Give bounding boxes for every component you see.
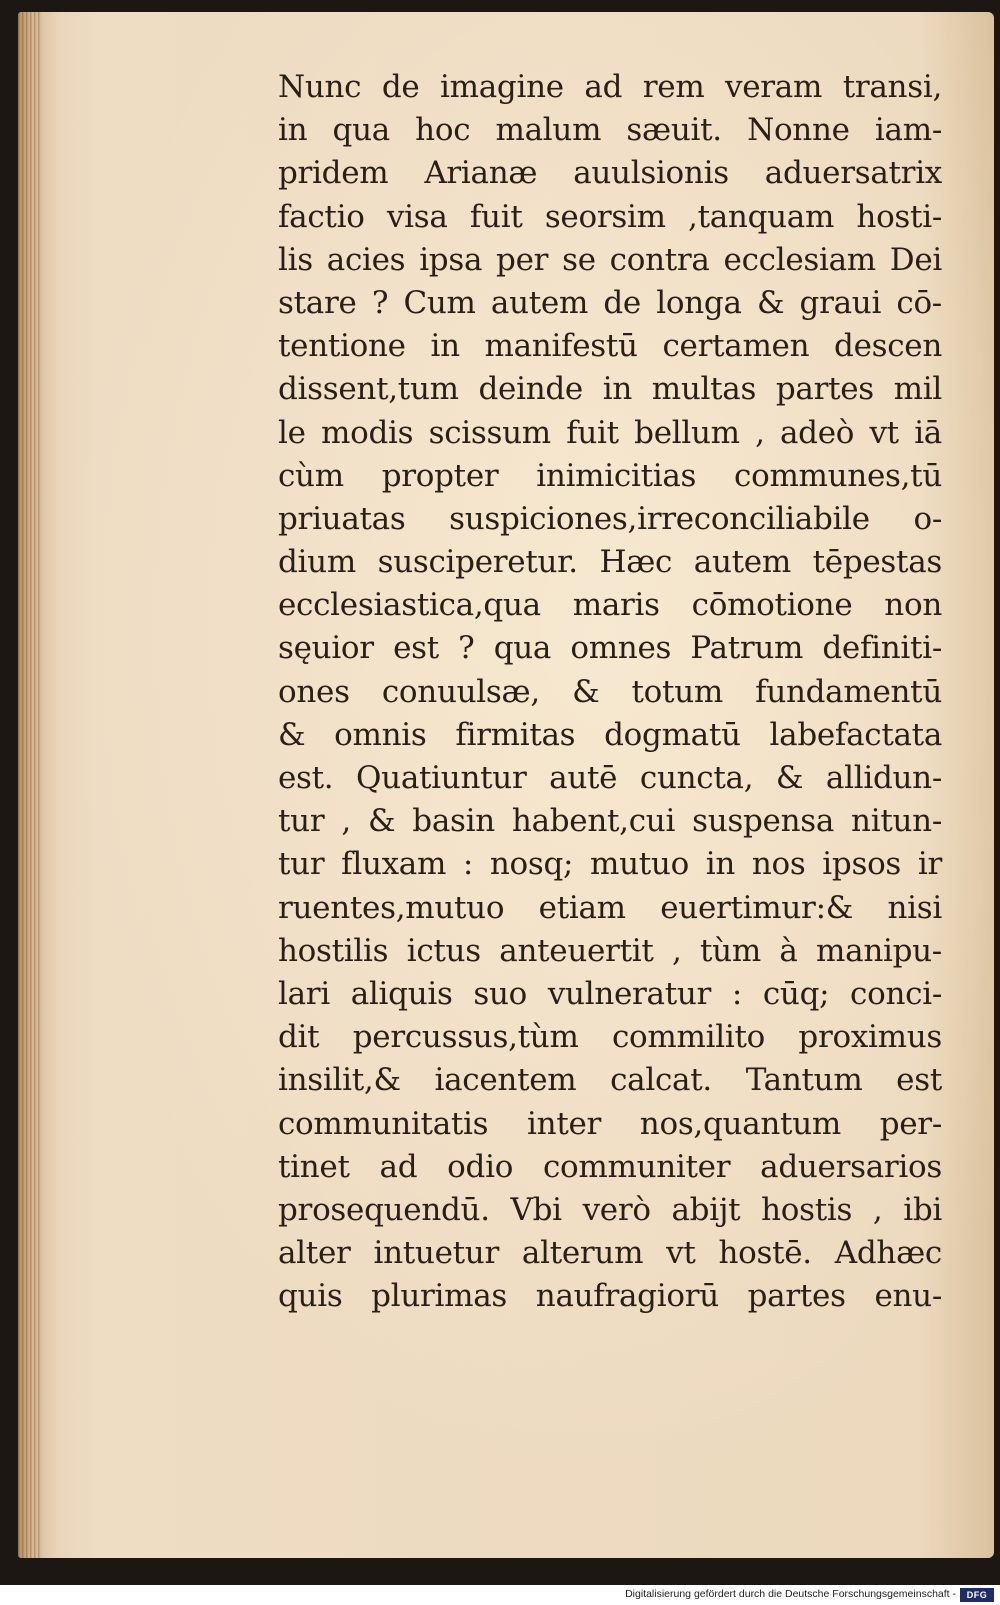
text-line: communitatis inter nos,quantum per- [278, 1105, 942, 1142]
funding-credit: Digitalisierung gefördert durch die Deutsche Forschungsgemeinschaft - [625, 1588, 956, 1600]
text-line: cùm propter inimicitias communes,tū [278, 457, 942, 494]
text-line: lari aliquis suo vulneratur : cūq; conci- [278, 975, 942, 1012]
text-line: pridem Arianæ auulsionis aduersatrix [278, 155, 942, 192]
text-line: tur , & basin habent,cui suspensa nitun- [278, 803, 942, 840]
text-line: le modis scissum fuit bellum , adeò vt iā [278, 414, 942, 451]
text-line: priuatas suspiciones,irreconciliabile o- [278, 500, 942, 537]
text-line: ones conuulsæ, & totum fundamentū [278, 673, 942, 710]
text-line: quis plurimas naufragiorū partes enu- [278, 1278, 942, 1315]
page-text [278, 66, 942, 1318]
text-line: prosequendū. Vbi verò abijt hostis , ibi [278, 1191, 942, 1228]
text-line: tentione in manifestū certamen descen [278, 328, 942, 365]
page-fore-edge [18, 12, 42, 1558]
text-line: & omnis firmitas dogmatū labefactata [278, 716, 942, 753]
text-line: in qua hoc malum sæuit. Nonne iam- [278, 112, 942, 149]
dfg-logo: DFG [960, 1588, 994, 1602]
text-line: dit percussus,tùm commilito proximus [278, 1019, 942, 1056]
footer-bar [0, 1585, 1000, 1605]
text-line: hostilis ictus anteuertit , tùm à manipu- [278, 932, 942, 969]
text-line: Nunc de imagine ad rem veram transi, [278, 69, 942, 105]
text-line: alter intuetur alterum vt hostē. Adhæc [278, 1235, 942, 1272]
text-line: sęuior est ? qua omnes Patrum definiti- [278, 630, 942, 667]
text-line: dissent,tum deinde in multas partes mil [278, 371, 942, 408]
text-line: tinet ad odio communiter aduersarios [278, 1148, 942, 1185]
text-line: tur fluxam : nosq; mutuo in nos ipsos ir [278, 846, 942, 883]
text-line: factio visa fuit seorsim ,tanquam hosti- [278, 198, 942, 235]
text-line: lis acies ipsa per se contra ecclesiam Dei [278, 241, 942, 278]
text-line: stare ? Cum autem de longa & graui cō- [278, 284, 942, 321]
text-line: ruentes,mutuo etiam euertimur:& nisi [278, 889, 942, 926]
text-line: ecclesiastica,qua maris cōmotione non [278, 587, 942, 624]
text-line: insilit,& iacentem calcat. Tantum est [278, 1062, 942, 1099]
text-line: dium susciperetur. Hæc autem tēpestas [278, 544, 942, 581]
text-line: est. Quatiuntur autē cuncta, & allidun- [278, 760, 942, 796]
